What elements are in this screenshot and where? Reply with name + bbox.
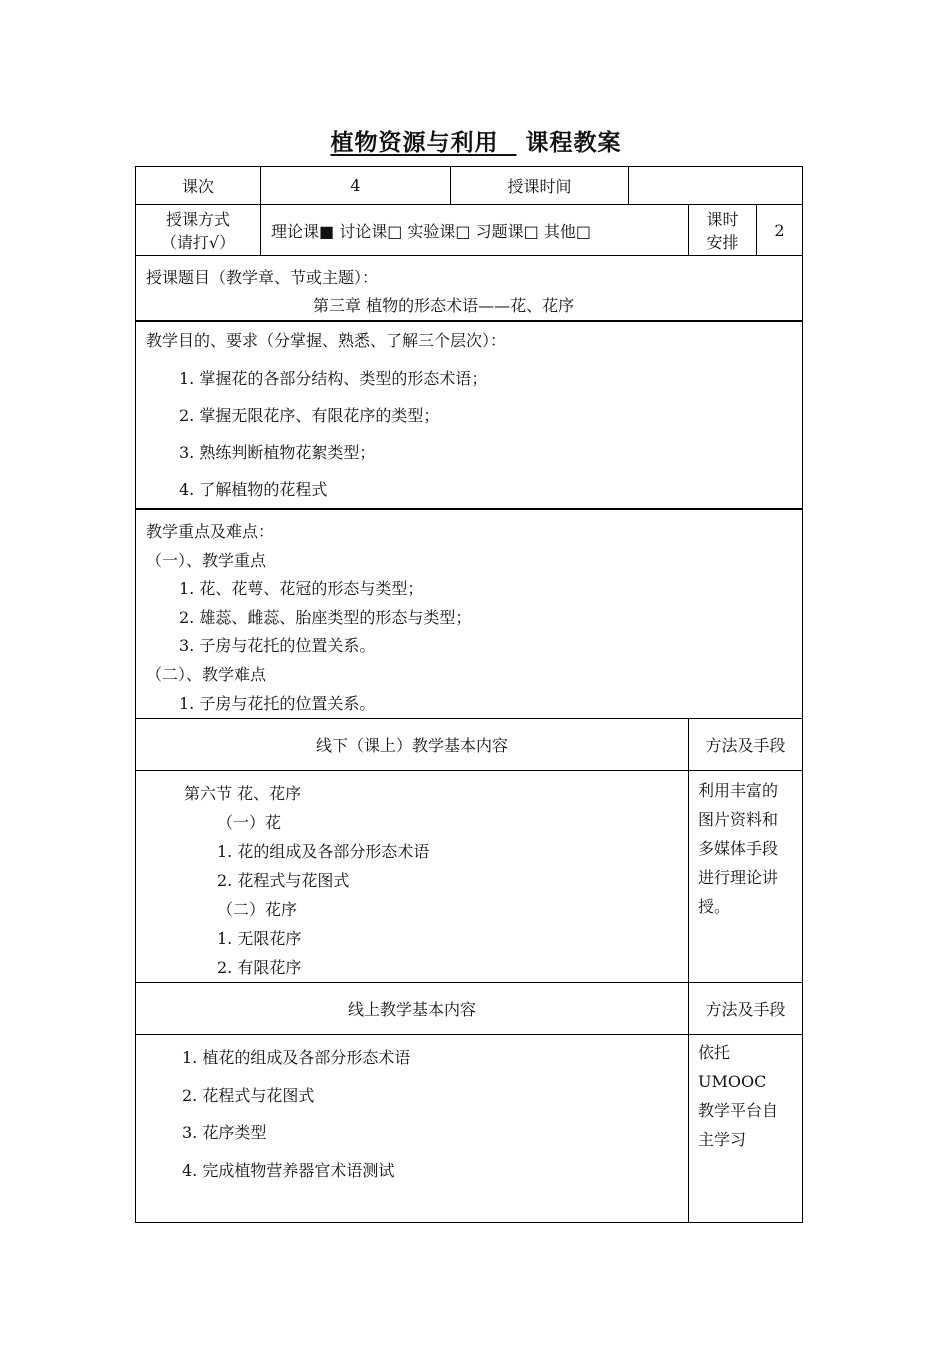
keypoints-label: 教学重点及难点： (146, 522, 275, 541)
offline-method: 利用丰富的 图片资料和 多媒体手段 进行理论讲 授。 (689, 771, 803, 983)
course-name: 植物资源与利用 (330, 129, 499, 156)
lesson-value: 4 (261, 167, 451, 205)
focus-label: （一）、教学重点 (146, 550, 267, 570)
focus-item: 2. 雄蕊、雌蕊、胎座类型的形态与类型； (179, 607, 472, 627)
online-method: 依托 UMOOC 教学平台自 主学习 (689, 1035, 803, 1223)
goal-item: 4. 了解植物的花程式 (179, 480, 328, 499)
offline-line: 1. 无限花序 (217, 929, 302, 949)
difficulty-label: （二）、教学难点 (146, 664, 267, 684)
page-title (0, 124, 952, 157)
offline-line: 1. 花的组成及各部分形态术语 (217, 842, 430, 862)
goal-item: 1. 掌握花的各部分结构、类型的形态术语； (179, 369, 488, 388)
online-content (136, 1035, 689, 1223)
doc-type: 课程教案 (525, 129, 622, 156)
topic-value: 第三章 植物的形态术语——花、花序 (313, 296, 575, 315)
online-item: 1. 植花的组成及各部分形态术语 (182, 1048, 411, 1068)
offline-section: 第六节 花、花序 (184, 784, 302, 804)
mode-label: 授课方式 （请打√） (136, 205, 261, 256)
goals-label: 教学目的、要求（分掌握、熟悉、了解三个层次）： (146, 331, 507, 350)
keypoints-cell (136, 509, 803, 719)
offline-line: 2. 花程式与花图式 (217, 871, 350, 891)
online-item: 4. 完成植物营养器官术语测试 (182, 1160, 395, 1180)
lesson-label: 课次 (136, 167, 261, 205)
online-method-header: 方法及手段 (689, 983, 803, 1035)
goal-item: 3. 熟练判断植物花絮类型； (179, 443, 376, 462)
online-header: 线上教学基本内容 (136, 983, 689, 1035)
topic-cell (136, 256, 803, 322)
difficulty-item: 1. 子房与花托的位置关系。 (179, 693, 376, 713)
goal-item: 2. 掌握无限花序、有限花序的类型； (179, 406, 440, 425)
topic-label: 授课题目（教学章、节或主题）： (146, 268, 379, 287)
offline-header: 线下（课上）教学基本内容 (136, 719, 689, 771)
goals-cell (136, 321, 803, 509)
lesson-plan-table (135, 166, 803, 1223)
hours-value: 2 (757, 205, 803, 256)
offline-method-header: 方法及手段 (689, 719, 803, 771)
focus-item: 3. 子房与花托的位置关系。 (179, 636, 376, 656)
time-label: 授课时间 (451, 167, 629, 205)
online-item: 2. 花程式与花图式 (182, 1085, 315, 1105)
offline-content (136, 771, 689, 983)
online-item: 3. 花序类型 (182, 1123, 267, 1143)
offline-line: （二）花序 (217, 900, 298, 920)
hours-label: 课时 安排 (689, 205, 757, 256)
offline-line: 2. 有限花序 (217, 958, 302, 978)
time-value (629, 167, 803, 205)
offline-line: （一）花 (217, 813, 282, 833)
mode-options: 理论课■ 讨论课□ 实验课□ 习题课□ 其他□ (271, 221, 591, 241)
focus-item: 1. 花、花萼、花冠的形态与类型； (179, 579, 424, 599)
